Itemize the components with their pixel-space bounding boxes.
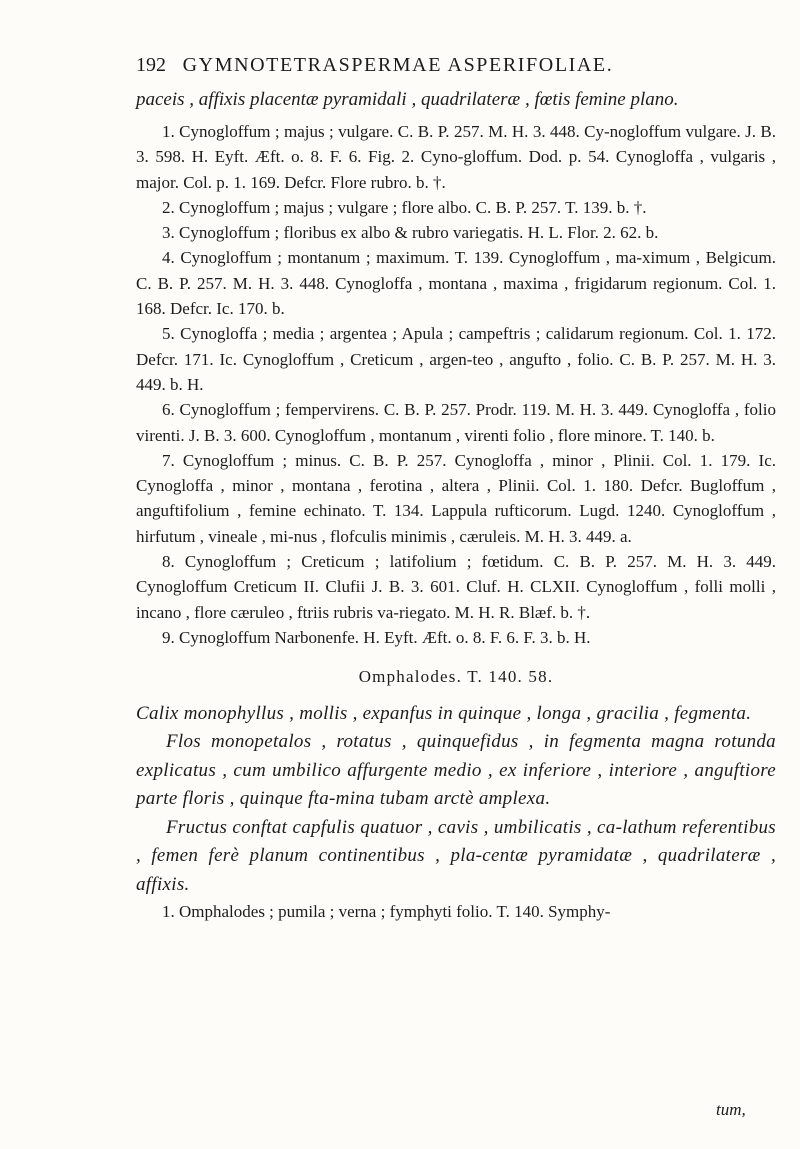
flos-description: Flos monopetalos , rotatus , quinquefidus , in fegmenta magna rotunda explicatus , cum umbilico affurgente medio , ex inferiore , interiore , anguftiore parte floris , quinque fta-mina tubam arctè amplexa.	[136, 731, 776, 810]
calix-description: Calix monophyllus , mollis , expanfus in quinque , longa , gracilia , fegmenta.	[136, 702, 752, 724]
running-title: GYMNOTETRASPERMAE ASPERIFOLIAE.	[182, 54, 614, 76]
page-number: 192	[136, 54, 166, 76]
entry-cynoglossum-3: 3. Cynogloffum ; floribus ex albo & rubro variegatis. H. L. Flor. 2. 62. b.	[162, 223, 659, 243]
entry-cynoglossum-7: 7. Cynogloffum ; minus. C. B. P. 257. Cynogloffa , minor , Plinii. Col. 1. 179. Ic. Cynogloffa , minor , montana , ferotina , altera , Plinii. Col. 1. 180. Defcr. Bugloffum , anguftifolium , femine echinato. T. 134. Lappula rufticorum. Lugd. 1240. Cynogloffum , hirfutum , vineale , mi-nus , flofculis minimis , cæruleis. M. H. 3. 449. a.	[136, 450, 776, 546]
running-header	[136, 54, 776, 77]
fructus-description: Fructus conftat capfulis quatuor , cavis , umbilicatis , ca-lathum referentibus , femen ferè planum continentibus , pla-centæ pyramidatæ , quadrilateræ , affixis.	[136, 816, 776, 895]
entry-cynoglossum-6: 6. Cynogloffum ; fempervirens. C. B. P. 257. Prodr. 119. M. H. 3. 449. Cynogloffa , folio virenti. J. B. 3. 600. Cynogloffum , montanum , virenti folio , flore minore. T. 140. b.	[136, 400, 776, 445]
section-heading-omphalodes: Omphalodes. T. 140. 58.	[358, 667, 554, 687]
intro-paragraph: paceis , affixis placentæ pyramidali , quadrilateræ , fœtis femine plano.	[136, 89, 679, 110]
entry-cynoglossum-1: 1. Cynogloffum ; majus ; vulgare. C. B. P. 257. M. H. 3. 448. Cy-nogloffum vulgare. J. B. 3. 598. H. Eyft. Æft. o. 8. F. 6. Fig. 2. Cyno-gloffum. Dod. p. 54. Cynogloffa , vulgaris , major. Col. p. 1. 169. Defcr. Flore rubro. b. †.	[136, 122, 776, 192]
body-text	[136, 86, 776, 924]
entry-omphalodes-1: 1. Omphalodes ; pumila ; verna ; fymphyti folio. T. 140. Symphy-	[162, 902, 611, 922]
entry-cynoglossum-5: 5. Cynogloffa ; media ; argentea ; Apula ; campeftris ; calidarum regionum. Col. 1. 172. Defcr. 171. Ic. Cynogloffum , Creticum , argen-teo , angufto , folio. C. B. P. 257. M. H. 3. 449. b. H.	[136, 324, 776, 394]
entry-cynoglossum-8: 8. Cynogloffum ; Creticum ; latifolium ; fœtidum. C. B. P. 257. M. H. 3. 449. Cynogloffum Creticum II. Clufii J. B. 3. 601. Cluf. H. CLXII. Cynogloffum , folli molli , incano , flore cæruleo , ftriis rubris va-riegato. M. H. R. Blæf. b. †.	[136, 552, 776, 622]
entry-cynoglossum-4: 4. Cynogloffum ; montanum ; maximum. T. 139. Cynogloffum , ma-ximum , Belgicum. C. B. P. 257. M. H. 3. 448. Cynogloffa , montana , maxima , frigidarum regionum. Col. 1. 168. Defcr. Ic. 170. b.	[136, 248, 776, 319]
catchword: tum,	[716, 1100, 746, 1119]
entry-cynoglossum-9: 9. Cynogloffum Narbonenfe. H. Eyft. Æft. o. 8. F. 6. F. 3. b. H.	[162, 627, 591, 647]
entry-cynoglossum-2: 2. Cynogloffum ; majus ; vulgare ; flore albo. C. B. P. 257. T. 139. b. †.	[162, 197, 647, 217]
